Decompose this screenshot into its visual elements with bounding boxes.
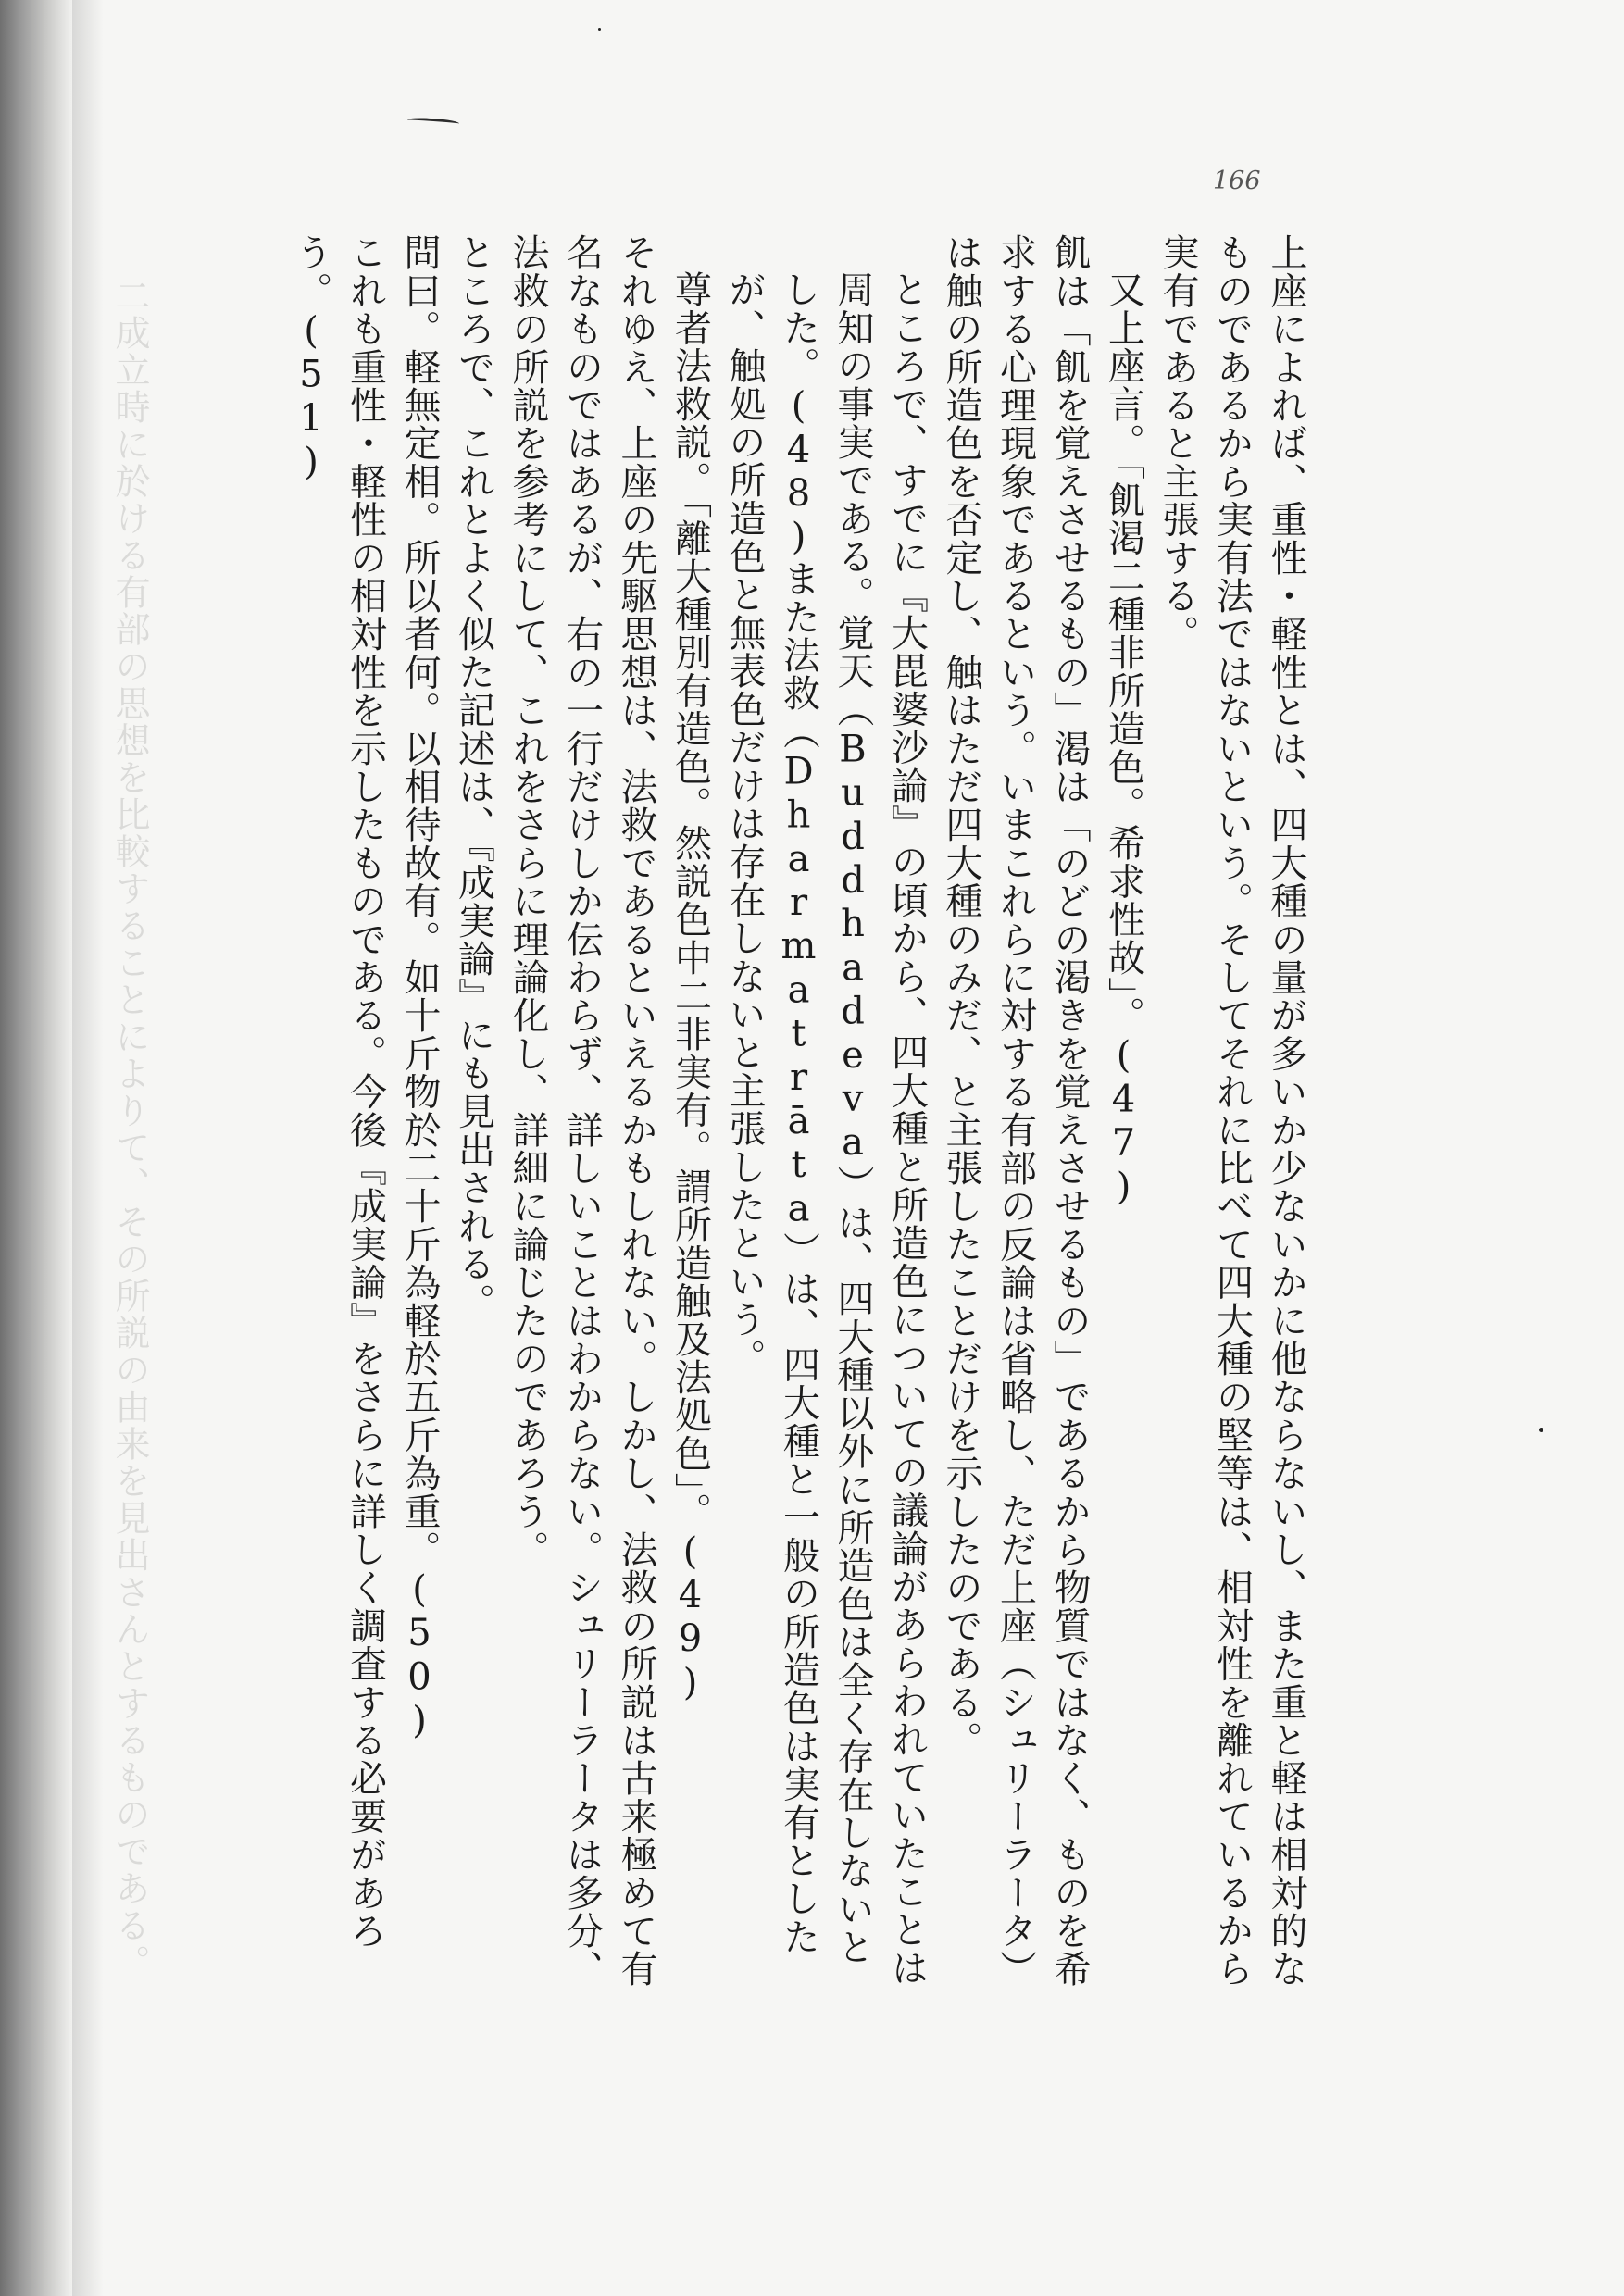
paragraph: それゆえ、上座の先駆思想は、法救であるといえるかもしれない。しかし、法救の所説は古来極めて有名なものではあるが、右の一行だけしか伝わらず、詳しいことはわからない。シュリーラータは多分、法救の所説を参考にして、これをさらに理論化し、詳細に論じたのであろう。	[506, 233, 657, 1989]
speck	[598, 28, 601, 31]
quotation: 又上座言。「飢渇二種非所造色。希求性故」。(47)	[1102, 270, 1145, 1209]
paragraph: ところで、すでに『大毘婆沙論』の頃から、四大種と所造色についての議論があらわれていたことは周知の事実である。覚天（Buddhadeva）は、四大種以外に所造色は全く存在しないとした。(48)また法救（Dharmatrāta）は、四大種と一般の所造色は実有としたが、触処の所造色と無表色だけは存在しないと主張したという。	[723, 270, 929, 1987]
paragraph: 飢は「飢を覚えさせるもの」渇は「のどの渇きを覚えさせるもの」であるから物質ではなく、ものを希求する心理現象であるという。いまこれらに対する有部の反論は省略し、ただ上座（シュリーラータ）は触の所造色を否定し、触はただ四大種のみだ、と主張したことだけを示したのである。	[940, 233, 1091, 1989]
quotation: 問曰。軽無定相。所以者何。以相待故有。如十斤物於二十斤為軽於五斤為重。(50)	[398, 233, 441, 1743]
binding-shadow-fade	[72, 0, 104, 2296]
speck	[1539, 1428, 1543, 1432]
stray-pen-mark	[407, 117, 459, 127]
binding-shadow	[0, 0, 72, 2296]
vertical-body-text	[290, 233, 1313, 1992]
paragraph: 上座によれば、重性・軽性とは、四大種の量が多いか少ないかに他ならないし、また重と軽は相対的なものであるから実有法ではないという。そしてそれに比べて四大種の堅等は、相対性を離れているから実有であると主張する。	[1156, 233, 1307, 1989]
page-number: 166	[1213, 167, 1261, 195]
show-through-text: 二成立時に於ける有部の思想を比較することによりて、その所説の由来を見出さんとするものである。	[109, 278, 150, 1981]
paragraph: ところで、これとよく似た記述は、『成実論』にも見出される。	[452, 233, 495, 1321]
quotation: 尊者法救説。「離大種別有造色。然説色中二非実有。謂所造触及法処色」。(49)	[668, 270, 712, 1705]
paragraph: これも重性・軽性の相対性を示したものである。今後『成実論』をさらに詳しく調査する必要があろう。(51)	[290, 233, 387, 1950]
